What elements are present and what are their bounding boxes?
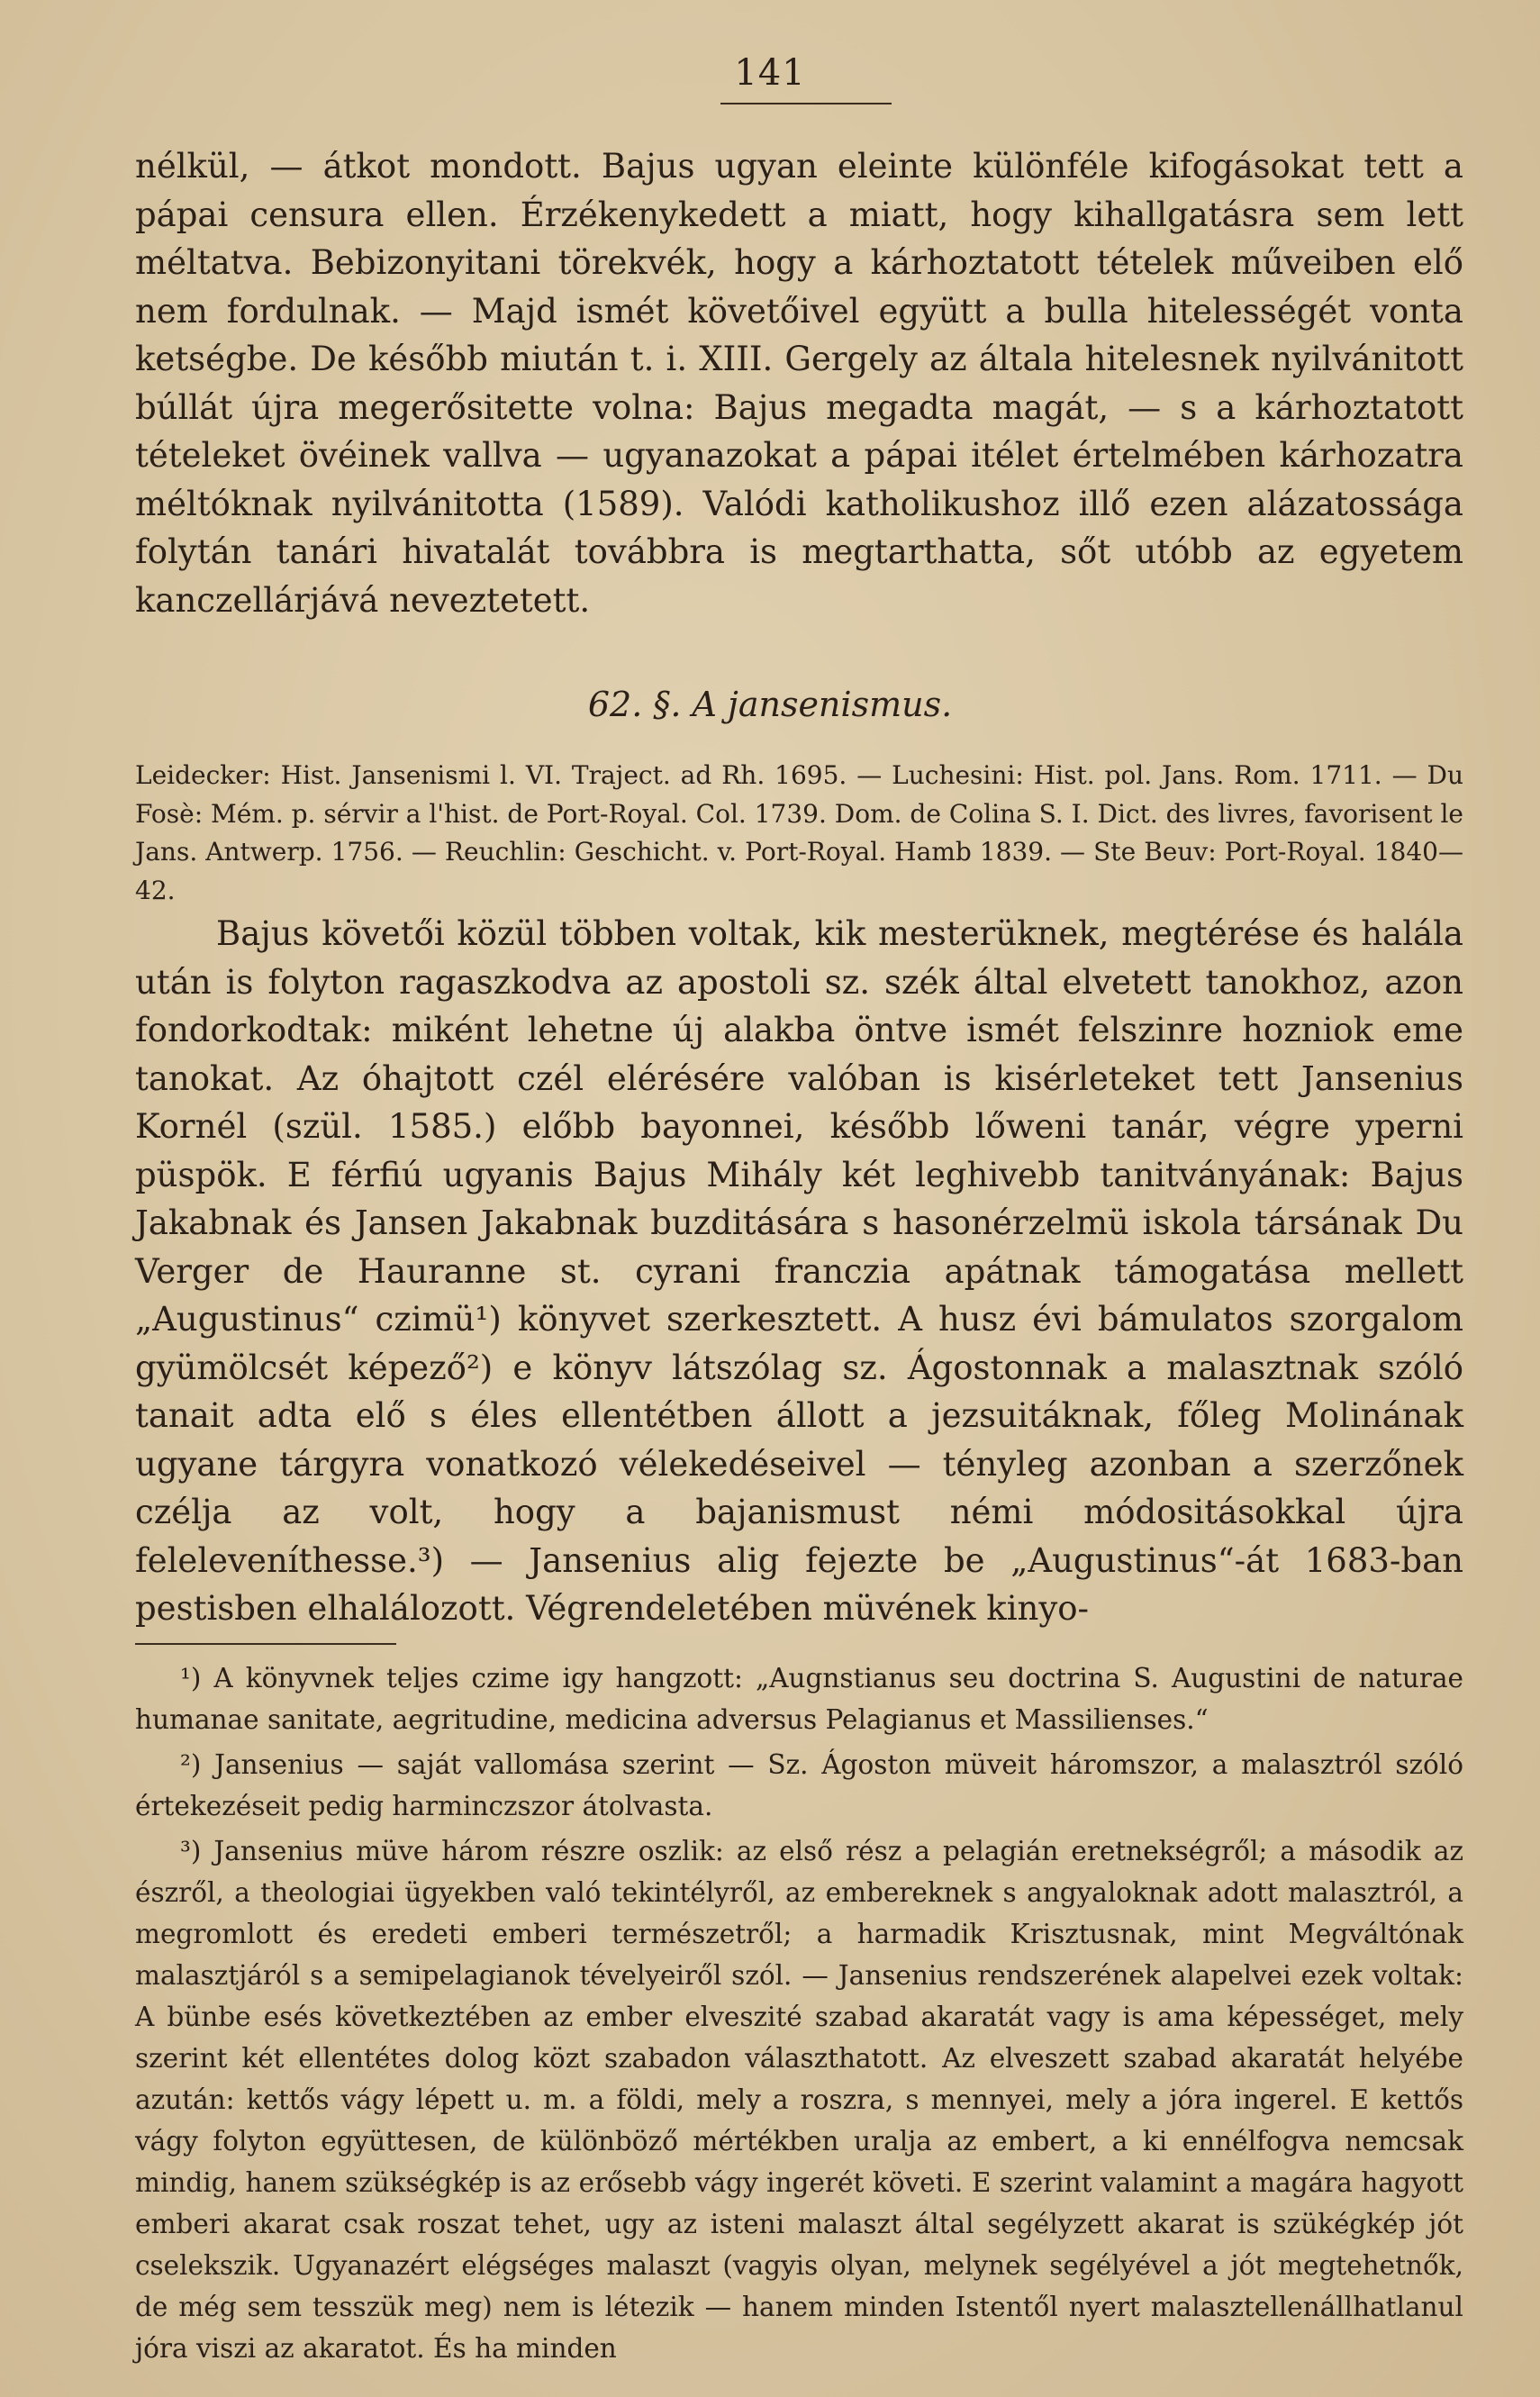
footnote-3: ³) Jansenius müve három részre oszlik: az első rész a pelagián eretnekségről; a második az észről, a theologiai ügyekben való tekintélyről, az embereknek s angyaloknak adott malasztról, a megromlott és eredeti emberi természetről; a harmadik Krisztusnak, mint Megváltónak malasztjáról s a semipelagianok tévelyeiről szól. — Jansenius rendszerének alapelvei ezek voltak: A bünbe esés következtében az ember elveszité szabad akaratát vagy is ama képességet, mely szerint két ellentétes dolog közt szabadon választhatott. Az elveszett szabad akaratát helyébe azután: kettős vágy lépett u. m. a földi, mely a roszra, s mennyei, mely a jóra ingerel. E kettős vágy folyton együttesen, de különböző mértékben uralja az embert, a ki ennélfogva nemcsak mindig, hanem szükségkép is az erősebb vágy ingerét követi. E szerint valamint a magára hagyott emberi akarat csak roszat tehet, ugy az isteni malaszt által segélyzett akarat is szükégkép jót cselekszik. Ugyanazért elégséges malaszt (vagyis olyan, melynek segélyével a jót megtehetnők, de még sem tesszük meg) nem is létezik — hanem minden Istentől nyert malasztellenállhatlanul jóra viszi az akaratot. És ha minden — [135, 1836, 1463, 2364]
footnote-1: ¹) A könyvnek teljes czime igy hangzott: „Augnstianus seu doctrina S. Augustini de naturae humanae sanitate, aegritudine, medicina adversus Pelagianus et Massilienses.“ — [135, 1663, 1463, 1735]
page-number: 141 — [734, 52, 806, 94]
paragraph-2: Bajus követői közül többen voltak, kik mesterüknek, megtérése és halála után is folyton ragaszkodva az apostoli sz. szék által elvetett tanokhoz, azon fondorkodtak: miként lehetne új alakba öntve ismét felszinre hozniok eme tanokat. Az óhajtott czél elérésére valóban is kisérleteket tett Jansenius Kornél (szül. 1585.) előbb bayonnei, később lőweni tanár, végre yperni püspök. E férfiú ugyanis Bajus Mihály két leghivebb tanitványának: Bajus Jakabnak és Jansen Jakabnak buzditására s hasonérzelmü iskola társának Du Verger de Hauranne st. cyrani franczia apátnak támogatása mellett „Augustinus“ czimü¹) könyvet szerkesztett. A husz évi bámulatos szorgalom gyümölcsét képező²) e könyv látszólag sz. Ágostonnak a malasztnak szóló tanait adta elő s éles ellentétben állott a jezsuitáknak, főleg Molinának ugyane tárgyra vonatkozó vélekedéseivel — tényleg azonban a szerzőnek czélja az volt, hogy a bajanismust némi módositásokkal újra feleleveníthesse.³) — Jansenius alig fejezte be „Augustinus“-át 1683-ban pestisben elhalálozott. Végrendeletében müvének kinyo- — [135, 914, 1463, 1628]
references: Leidecker: Hist. Jansenismi l. VI. Traject. ad Rh. 1695. — Luchesini: Hist. pol. Jans. Rom. 1711. — Du Fosè: Mém. p. sérvir a l'hist. de Port-Royal. Col. 1739. Dom. de Colina S. I. Dict. des livres, favorisent le Jans. Antwerp. 1756. — Reuchlin: Geschicht. v. Port-Royal. Hamb 1839. — Ste Beuv: Port-Royal. 1840—42. — [135, 760, 1463, 905]
paragraph-1: nélkül, — átkot mondott. Bajus ugyan eleinte különféle kifogásokat tett a pápai censura ellen. Érzékenykedett a miatt, hogy kihallgatásra sem lett méltatva. Bebizonyitani törekvék, hogy a kárhoztatott tételek műveiben elő nem fordulnak. — Majd ismét követőivel együtt a bulla hitelességét vonta ketségbe. De később miután t. i. XIII. Gergely az általa hitelesnek nyilvánitott búllát újra megerősitette volna: Bajus megadta magát, — s a kárhoztatott tételeket övéinek vallva — ugyanazokat a pápai itélet értelmében kárhozatra méltóknak nyilvánitotta (1589). Valódi katholikushoz illő ezen alázatossága folytán tanári hivatalát továbbra is megtarthatta, sőt utóbb az egyetem kanczellárjává neveztetett. — [135, 147, 1463, 620]
footnote-2: ²) Jansenius — saját vallomása szerint — Sz. Ágoston müveit háromszor, a malasztról szóló értekezéseit pedig harminczszor átolvasta. — [135, 1749, 1463, 1821]
footnote-rule — [135, 1643, 396, 1645]
footnotes — [135, 1657, 1463, 2369]
header-rule — [720, 103, 892, 104]
section-heading: 62. §. A jansenismus. — [587, 685, 953, 724]
